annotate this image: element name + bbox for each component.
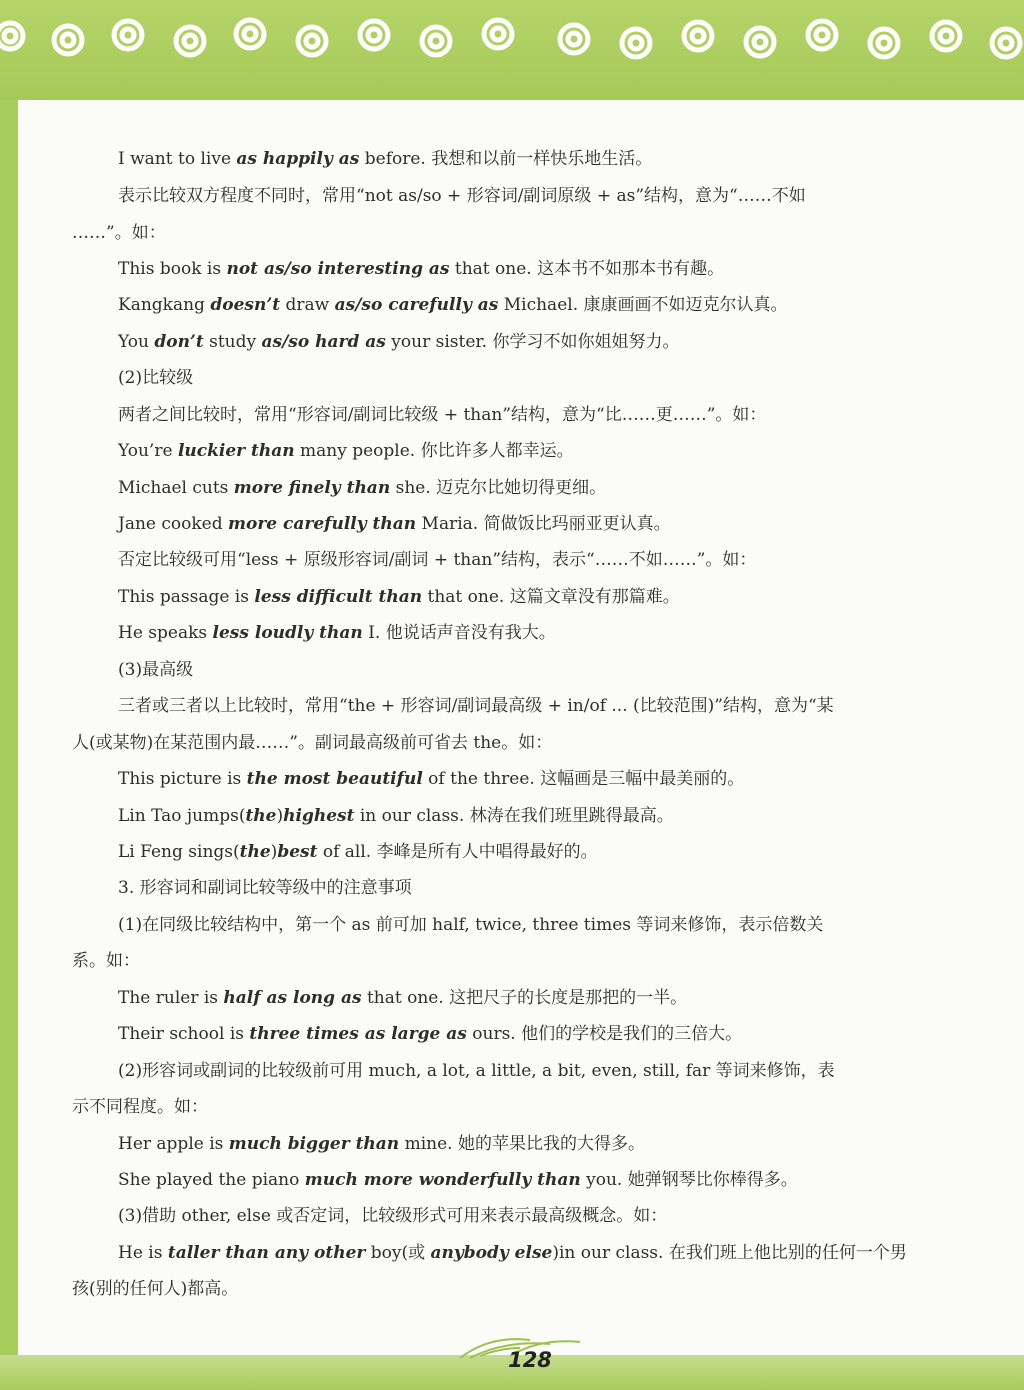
emphasized-phrase: as/so hard as bbox=[261, 332, 386, 352]
text-span: The ruler is bbox=[118, 988, 224, 1008]
text-span: boy(或 bbox=[365, 1243, 431, 1263]
text-span: 示不同程度。如： bbox=[72, 1097, 208, 1117]
emphasized-phrase: much bigger than bbox=[228, 1134, 400, 1154]
text-span: Michael. 康康画画不如迈克尔认真。 bbox=[498, 295, 788, 315]
text-line bbox=[72, 731, 552, 755]
text-line bbox=[118, 512, 671, 536]
text-line bbox=[118, 257, 724, 281]
text-line bbox=[72, 949, 140, 973]
emphasized-phrase: more carefully than bbox=[228, 514, 417, 534]
text-line bbox=[118, 476, 606, 500]
text-span: that one. 这篇文章没有那篇难。 bbox=[422, 587, 680, 607]
text-line bbox=[118, 330, 679, 354]
emphasized-phrase: highest bbox=[283, 806, 355, 826]
text-line bbox=[72, 1277, 238, 1301]
text-span: Their school is bbox=[118, 1024, 250, 1044]
text-line bbox=[118, 804, 674, 828]
text-span: 系。如： bbox=[72, 951, 140, 971]
text-span: study bbox=[203, 332, 262, 352]
text-span: (3)借助 other, else 或否定词，比较级形式可用来表示最高级概念。如： bbox=[118, 1206, 668, 1226]
text-span: I. 他说话声音没有我大。 bbox=[362, 623, 556, 643]
text-line bbox=[72, 1095, 208, 1119]
emphasized-phrase: more finely than bbox=[233, 478, 391, 498]
text-span: Jane cooked bbox=[118, 514, 229, 534]
page-body bbox=[18, 100, 1024, 1355]
text-span: 三者或三者以上比较时，常用“the + 形容词/副词最高级 + in/of ... (比较范围)”结构，意为“某 bbox=[118, 696, 834, 716]
text-span: Michael cuts bbox=[118, 478, 234, 498]
text-span: (2)比较级 bbox=[118, 368, 194, 388]
text-span: that one. 这把尺子的长度是那把的一半。 bbox=[361, 988, 688, 1008]
text-span: He speaks bbox=[118, 623, 213, 643]
text-line bbox=[118, 694, 834, 718]
text-span: )in our class. 在我们班上他比别的任何一个男 bbox=[552, 1243, 907, 1263]
text-span: 孩(别的任何人)都高。 bbox=[72, 1279, 239, 1299]
text-line bbox=[118, 1059, 835, 1083]
emphasized-phrase: don’t bbox=[154, 332, 204, 352]
text-span: This passage is bbox=[118, 587, 255, 607]
text-span: (1)在同级比较结构中，第一个 as 前可加 half, twice, three times 等词来修饰，表示倍数关 bbox=[118, 915, 824, 935]
text-span: of all. 李峰是所有人中唱得最好的。 bbox=[317, 842, 598, 862]
text-span: Lin Tao jumps( bbox=[118, 806, 246, 826]
text-line bbox=[118, 767, 744, 791]
text-line bbox=[118, 184, 806, 208]
emphasized-phrase: best bbox=[277, 842, 318, 862]
text-span: that one. 这本书不如那本书有趣。 bbox=[449, 259, 725, 279]
text-span: Her apple is bbox=[118, 1134, 229, 1154]
text-span: ) bbox=[276, 806, 284, 826]
circle-border-decoration bbox=[0, 8, 1024, 68]
text-line bbox=[118, 840, 598, 864]
text-span: before. 我想和以前一样快乐地生活。 bbox=[359, 149, 653, 169]
text-span: she. 迈克尔比她切得更细。 bbox=[390, 478, 607, 498]
text-span: (2)形容词或副词的比较级前可用 much, a lot, a little, a bit, even, still, far 等词来修饰，表 bbox=[118, 1061, 835, 1081]
emphasized-phrase: not as/so interesting as bbox=[226, 259, 450, 279]
text-span: 3. 形容词和副词比较等级中的注意事项 bbox=[118, 878, 412, 898]
section-heading bbox=[118, 658, 193, 682]
emphasized-phrase: the bbox=[239, 842, 271, 862]
text-line bbox=[118, 621, 556, 645]
emphasized-phrase: as happily as bbox=[236, 149, 360, 169]
text-span: She played the piano bbox=[118, 1170, 305, 1190]
text-span: ) bbox=[270, 842, 278, 862]
text-span: draw bbox=[280, 295, 335, 315]
text-line bbox=[118, 913, 823, 937]
text-line bbox=[118, 1022, 742, 1046]
text-span: 两者之间比较时，常用“形容词/副词比较级 + than”结构，意为“比……更……”。如： bbox=[118, 405, 767, 425]
emphasized-phrase: the most beautiful bbox=[246, 769, 423, 789]
emphasized-phrase: much more wonderfully than bbox=[304, 1170, 581, 1190]
text-span: I want to live bbox=[118, 149, 237, 169]
emphasized-phrase: anybody else bbox=[430, 1243, 553, 1263]
text-span: You bbox=[118, 332, 155, 352]
emphasized-phrase: half as long as bbox=[223, 988, 362, 1008]
emphasized-phrase: less difficult than bbox=[254, 587, 423, 607]
text-span: you. 她弹钢琴比你棒得多。 bbox=[580, 1170, 798, 1190]
text-span: He is bbox=[118, 1243, 168, 1263]
text-line bbox=[118, 1241, 907, 1265]
text-span: (3)最高级 bbox=[118, 660, 194, 680]
text-span: You’re bbox=[118, 441, 178, 461]
emphasized-phrase: three times as large as bbox=[249, 1024, 467, 1044]
emphasized-phrase: the bbox=[245, 806, 277, 826]
emphasized-phrase: luckier than bbox=[177, 441, 295, 461]
text-line bbox=[118, 147, 652, 171]
text-line bbox=[72, 221, 166, 245]
text-span: Kangkang bbox=[118, 295, 211, 315]
text-line bbox=[118, 548, 756, 572]
text-line bbox=[118, 1168, 798, 1192]
top-decorative-band bbox=[0, 0, 1024, 100]
text-span: in our class. 林涛在我们班里跳得最高。 bbox=[354, 806, 674, 826]
text-span: Maria. 简做饭比玛丽亚更认真。 bbox=[416, 514, 671, 534]
text-span: 表示比较双方程度不同时，常用“not as/so + 形容词/副词原级 + as”结构，意为“……不如 bbox=[118, 186, 806, 206]
text-span: This picture is bbox=[118, 769, 247, 789]
emphasized-phrase: less loudly than bbox=[212, 623, 363, 643]
text-span: 否定比较级可用“less + 原级形容词/副词 + than”结构，表示“……不如……”。如： bbox=[118, 550, 757, 570]
text-span: your sister. 你学习不如你姐姐努力。 bbox=[385, 332, 680, 352]
text-span: mine. 她的苹果比我的大得多。 bbox=[399, 1134, 645, 1154]
text-line bbox=[118, 1204, 667, 1228]
page-number: 128 bbox=[508, 1348, 552, 1372]
text-span: many people. 你比许多人都幸运。 bbox=[294, 441, 574, 461]
text-span: This book is bbox=[118, 259, 227, 279]
text-line bbox=[118, 1132, 645, 1156]
text-line bbox=[118, 403, 766, 427]
text-line bbox=[118, 439, 574, 463]
emphasized-phrase: taller than any other bbox=[167, 1243, 366, 1263]
text-span: ours. 他们的学校是我们的三倍大。 bbox=[466, 1024, 743, 1044]
text-span: ……”。如： bbox=[72, 223, 166, 243]
emphasized-phrase: as/so carefully as bbox=[334, 295, 499, 315]
emphasized-phrase: doesn’t bbox=[210, 295, 281, 315]
section-heading bbox=[118, 876, 412, 900]
section-heading bbox=[118, 366, 193, 390]
text-line bbox=[118, 293, 788, 317]
text-span: 人(或某物)在某范围内最……”。副词最高级前可省去 the。如： bbox=[72, 733, 553, 753]
text-span: of the three. 这幅画是三幅中最美丽的。 bbox=[422, 769, 745, 789]
text-span: Li Feng sings( bbox=[118, 842, 240, 862]
text-line bbox=[118, 585, 680, 609]
text-line bbox=[118, 986, 687, 1010]
